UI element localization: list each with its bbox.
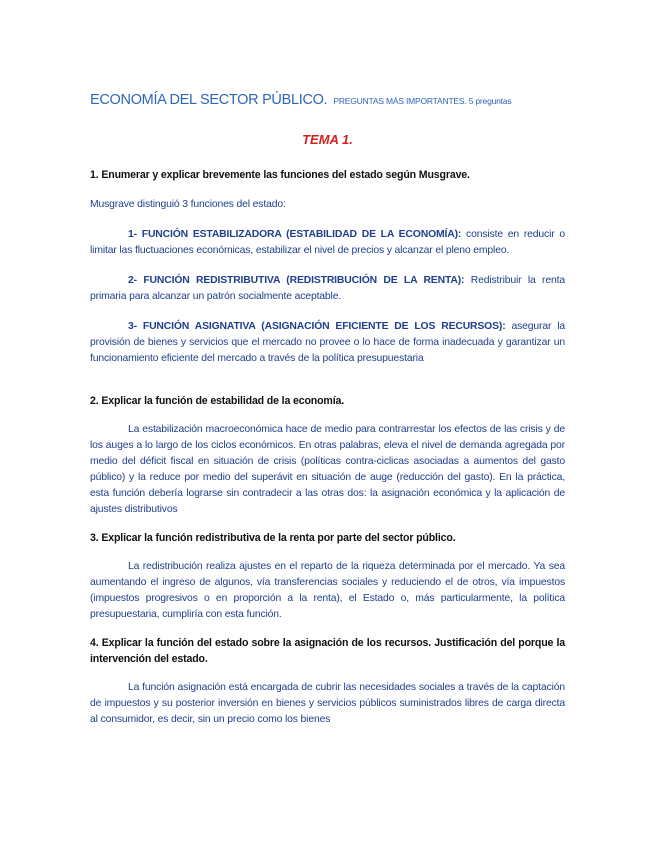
document-title: ECONOMÍA DEL SECTOR PÚBLICO. [90, 92, 328, 108]
function-item-heading: 3- FUNCIÓN ASIGNATIVA (ASIGNACIÓN EFICIENTE DE LOS RECURSOS): [128, 321, 506, 332]
question-4-answer: La función asignación está encargada de cubrir las necesidades sociales a través de la captación de impuestos y su posterior inversión en bienes y servicios públicos suministrados libres de carga directa al consumidor, es decir, sin un precio como los bienes [90, 682, 565, 725]
question-4: 4. Explicar la función del estado sobre la asignación de los recursos. Justificación del porque la intervención del estado. [90, 637, 565, 665]
function-item-allocation [90, 319, 565, 367]
question-1: 1. Enumerar y explicar brevemente las funciones del estado según Musgrave. [90, 169, 470, 181]
question-1-intro: Musgrave distinguió 3 funciones del estado: [90, 199, 286, 210]
function-item-text: consiste en reducir o limitar las fluctuaciones económicas, estabilizar el nivel de precios y alcanzar el pleno empleo. [90, 229, 565, 256]
document-header [90, 92, 565, 108]
question-3: 3. Explicar la función redistributiva de la renta por parte del sector público. [90, 532, 456, 544]
function-item-redistribution [90, 273, 565, 305]
function-item-heading: 1- FUNCIÓN ESTABILIZADORA (ESTABILIDAD DE LA ECONOMÍA): [128, 229, 462, 240]
section-heading: TEMA 1. [302, 132, 353, 147]
question-3-answer: La redistribución realiza ajustes en el reparto de la riqueza determinada por el mercado. Ya sea aumentando el ingreso de algunos, vía transferencias sociales y reduciendo el de otros, vía impuestos (impuestos progresivos o en proporción a la renta), el Estado o, más particularmente, la política presupuestaria, cumpliría con esta función. [90, 561, 565, 620]
document-subtitle: PREGUNTAS MÁS IMPORTANTES. 5 preguntas [333, 96, 512, 106]
question-2: 2. Explicar la función de estabilidad de la economía. [90, 395, 345, 407]
function-item-heading: 2- FUNCIÓN REDISTRIBUTIVA (REDISTRIBUCIÓN DE LA RENTA): [128, 275, 465, 286]
function-item-stabilization [90, 227, 565, 259]
function-item-text: asegurar la provisión de bienes y servicios que el mercado no provee o lo hace de forma inadecuada y garantizar un funcionamiento eficiente del mercado a través de la política presupuestaria [90, 321, 566, 364]
question-2-answer: La estabilización macroeconómica hace de medio para contrarrestar los efectos de las crisis y de los auges a lo largo de los ciclos económicos. En otras palabras, eleva el nivel de demanda agregada por medio del déficit fiscal en situación de crisis (políticas contra-ciclicas asociadas a aumentos del gasto público) y la reduce por medio del superávit en situación de auge (reducción del gasto). En la práctica, esta función debería lograrse sin contradecir a las otras dos: la asignación económica y la aplicación de ajustes distributivos [90, 424, 565, 515]
function-item-text: Redistribuir la renta primaria para alcanzar un patrón socialmente aceptable. [90, 275, 565, 302]
